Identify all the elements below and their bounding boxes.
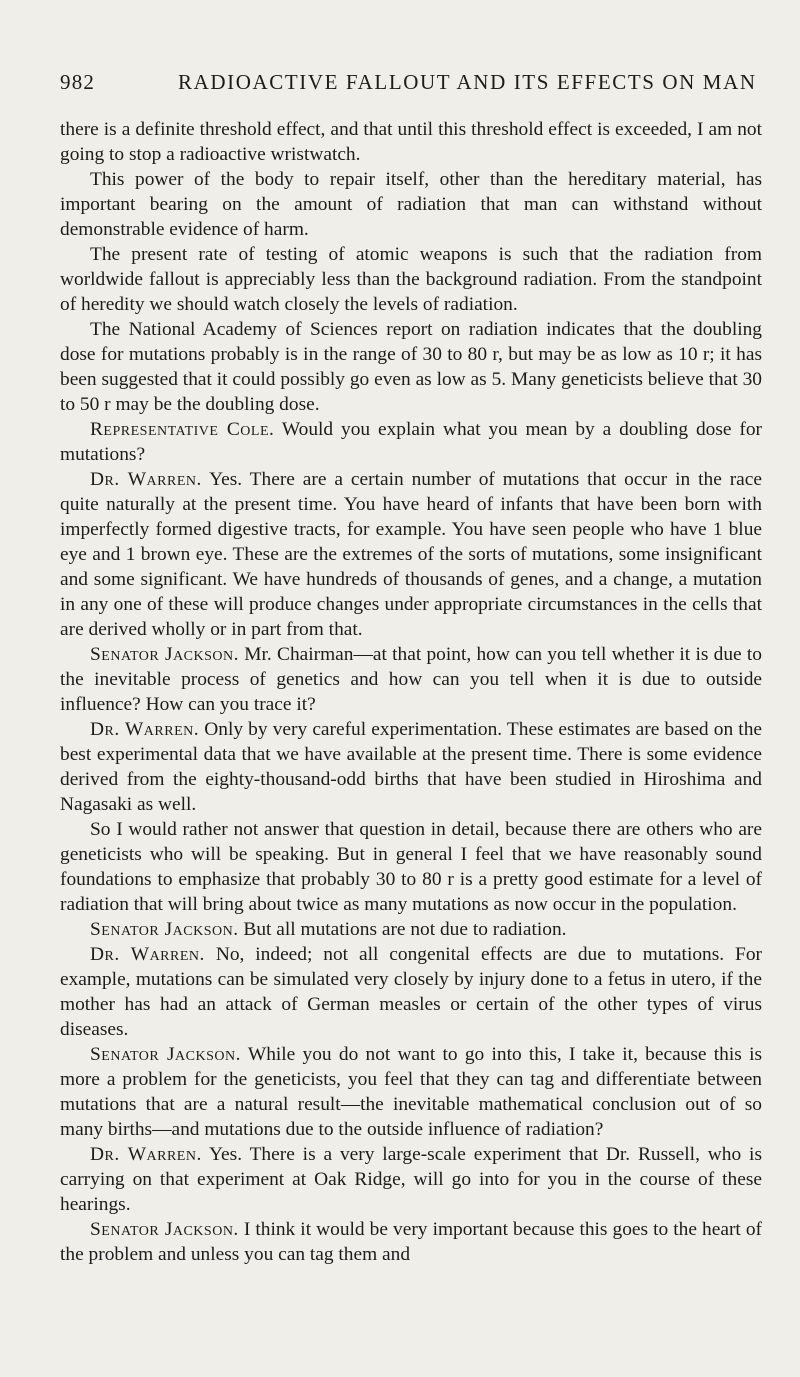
paragraph — [60, 717, 762, 817]
speaker-name: Dr. Warren. — [90, 1144, 202, 1165]
paragraph-text: Mr. Chairman—at that point, how can you tell whether it is due to the inevitable process of genetics and how can you tell when it is due to outside influence? How can you trace it? — [60, 644, 762, 715]
paragraph-text: No, indeed; not all congenital effects are due to mutations. For example, mutations can be simulated very closely by injury done to a fetus in utero, if the mother has had an attack of German measles or certain of the other types of virus diseases. — [60, 944, 762, 1040]
paragraph — [60, 1217, 762, 1267]
paragraph-text: This power of the body to repair itself, other than the hereditary material, has important bearing on the amount of radiation that man can withstand without demonstrable evidence of harm. — [60, 169, 762, 240]
paragraph — [60, 817, 762, 917]
paragraph — [60, 117, 762, 167]
paragraph-text: Only by very careful experimentation. These estimates are based on the best experimental data that we have available at the present time. There is some evidence derived from the eighty-thousand-odd births that have been studied in Hiroshima and Nagasaki as well. — [60, 719, 762, 815]
paragraph — [60, 1142, 762, 1217]
paragraph-text: The present rate of testing of atomic weapons is such that the radiation from worldwide fallout is appreciably less than the background radiation. From the standpoint of heredity we should watch closely the levels of radiation. — [60, 244, 762, 315]
paragraph — [60, 242, 762, 317]
paragraph-text: I think it would be very important because this goes to the heart of the problem and unless you can tag them and — [60, 1219, 763, 1265]
page-header — [60, 70, 762, 95]
speaker-name: Senator Jackson. — [90, 919, 239, 940]
paragraph-text: there is a definite threshold effect, and that until this threshold effect is exceeded, I am not going to stop a radioactive wristwatch. — [60, 119, 762, 165]
speaker-name: Dr. Warren. — [90, 719, 200, 740]
speaker-name: Senator Jackson. — [90, 1219, 239, 1240]
paragraph-text: Would you explain what you mean by a doubling dose for mutations? — [60, 419, 762, 465]
paragraph-text: Yes. There is a very large-scale experiment that Dr. Russell, who is carrying on that experiment at Oak Ridge, will go into for you in the course of these hearings. — [60, 1144, 762, 1215]
paragraph-text: But all mutations are not due to radiation. — [243, 919, 567, 940]
speaker-name: Representative Cole. — [90, 419, 275, 440]
paragraph — [60, 467, 762, 642]
speaker-name: Dr. Warren. — [90, 944, 205, 965]
paragraph-text: So I would rather not answer that question in detail, because there are others who are geneticists who will be speaking. But in general I feel that we have reasonably sound foundations to emphasize that probably 30 to 80 r is a pretty good estimate for a level of radiation that will bring about twice as many mutations as now occur in the population. — [60, 819, 762, 915]
speaker-name: Senator Jackson. — [90, 644, 239, 665]
paragraph — [60, 1042, 762, 1142]
paragraph — [60, 417, 762, 467]
speaker-name: Senator Jackson. — [90, 1044, 241, 1065]
paragraph — [60, 167, 762, 242]
speaker-name: Dr. Warren. — [90, 469, 202, 490]
paragraph-text: The National Academy of Sciences report on radiation indicates that the doubling dose for mutations probably is in the range of 30 to 80 r, but may be as low as 10 r; it has been suggested that it could possibly go even as low as 5. Many geneticists believe that 30 to 50 r may be the doubling dose. — [60, 319, 762, 415]
paragraph — [60, 317, 762, 417]
paragraph-text: Yes. There are a certain number of mutations that occur in the race quite naturally at the present time. You have heard of infants that have been born with imperfectly formed digestive tracts, for example. You have seen people who have 1 blue eye and 1 brown eye. These are the extremes of the sorts of mutations, some insignificant and some significant. We have hundreds of thousands of genes, and a change, a mutation in any one of these will produce changes under appropriate circumstances in the cells that are derived wholly or in part from that. — [60, 469, 762, 640]
paragraph — [60, 942, 762, 1042]
paragraph — [60, 917, 762, 942]
body-text — [60, 117, 762, 1267]
paragraph — [60, 642, 762, 717]
paragraph-text: While you do not want to go into this, I take it, because this is more a problem for the geneticists, you feel that they can tag and differentiate between mutations that are a natural result—the inevitable mathematical conclusion out of so many births—and mutations due to the outside influence of radiation? — [60, 1044, 763, 1140]
page-number: 982 — [60, 70, 96, 94]
running-title: RADIOACTIVE FALLOUT AND ITS EFFECTS ON MAN — [178, 70, 757, 94]
